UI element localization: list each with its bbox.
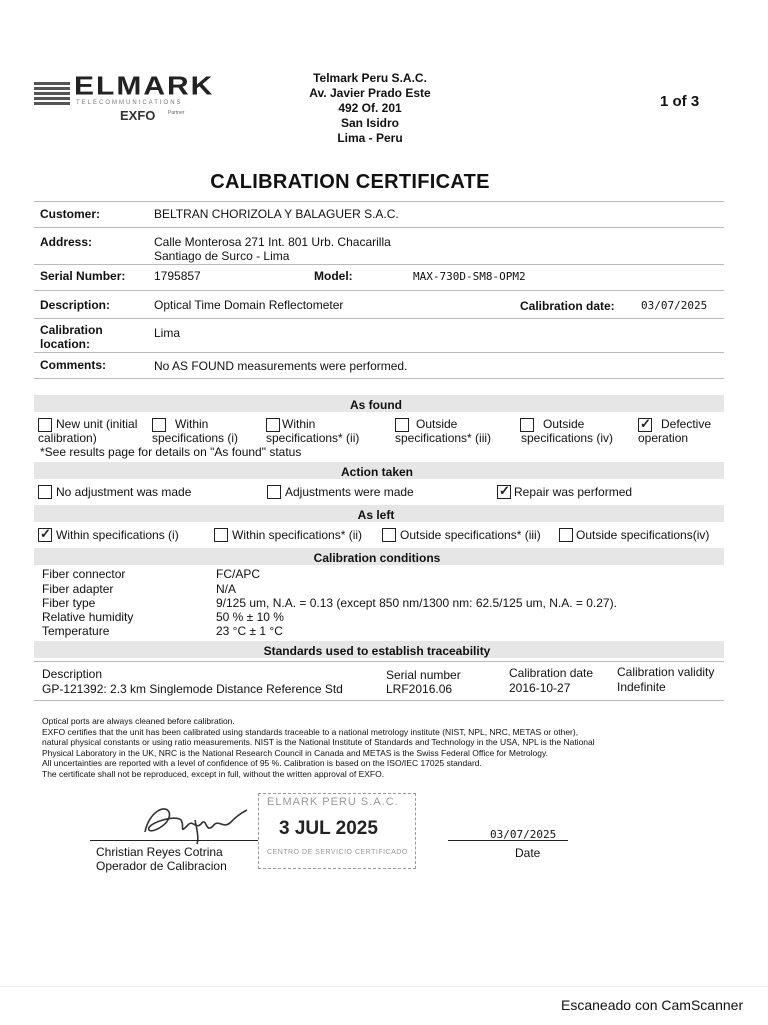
as-found-defective-label-2: operation [638, 431, 689, 445]
as-found-within-ii-label-2: specifications* (ii) [266, 431, 360, 445]
stamp-date: 3 JUL 2025 [279, 818, 378, 839]
fine-print-line: All uncertainties are reported with a level of confidence of 95 %. Calibration is based on the ISO/IEC 17025 standard. [42, 758, 482, 768]
company-line: Telmark Peru S.A.C. [313, 71, 427, 85]
as-found-new-unit-label-2: calibration) [38, 431, 97, 445]
standards-header-description: Description [42, 667, 103, 681]
condition-label: Fiber connector [42, 567, 126, 581]
as-found-within-i-checkbox[interactable] [152, 418, 166, 432]
condition-label: Temperature [42, 624, 110, 638]
logo-bars-icon [34, 82, 70, 106]
calibration-date-value: 03/07/2025 [641, 299, 708, 312]
standards-header-serial: Serial number [386, 668, 461, 682]
action-no-adjustment-checkbox[interactable] [38, 485, 52, 499]
as-found-new-unit-checkbox[interactable] [38, 418, 52, 432]
condition-label: Fiber adapter [42, 582, 114, 596]
as-found-within-i-label-1: Within [175, 417, 209, 431]
condition-value: FC/APC [216, 567, 261, 581]
customer-label: Customer: [40, 207, 101, 221]
action-repair-checkbox[interactable] [497, 485, 511, 499]
location-label: Calibration [40, 323, 103, 337]
address-label: Address: [40, 235, 93, 249]
comments-value: No AS FOUND measurements were performed. [154, 359, 408, 373]
address-line-2: Santiago de Surco - Lima [154, 249, 290, 263]
standards-header-validity: Calibration validity [617, 665, 715, 679]
logo-text: ELMARK [74, 72, 215, 101]
signatory-name: Christian Reyes Cotrina [96, 845, 223, 859]
address-line-1: Calle Monterosa 271 Int. 801 Urb. Chacarilla [154, 235, 391, 249]
action-adjustments-label: Adjustments were made [285, 485, 414, 499]
date-label: Date [515, 846, 541, 860]
logo-tagline: TELECOMMUNICATIONS [76, 100, 183, 106]
company-stamp [258, 793, 416, 869]
action-no-adjustment-label: No adjustment was made [56, 485, 192, 499]
condition-value: 9/125 um, N.A. = 0.13 (except 850 nm/1300 nm: 62.5/125 um, N.A. = 0.27). [216, 596, 617, 610]
condition-label: Relative humidity [42, 610, 134, 624]
as-left-outside-iv-checkbox[interactable] [559, 528, 573, 542]
signatory-role: Operador de Calibracion [96, 859, 227, 873]
as-left-outside-iii-label: Outside specifications* (iii) [400, 528, 541, 542]
exfo-logo: EXFO [120, 108, 156, 123]
standards-validity: Indefinite [617, 680, 666, 694]
serial-label: Serial Number: [40, 269, 126, 283]
fine-print [42, 716, 722, 779]
fine-print-line: EXFO certifies that the unit has been calibrated using standards traceable to a national metrology institute (NIST, NPL, NRC, METAS or other), [42, 726, 579, 737]
exfo-partner-note: Partner [168, 110, 185, 116]
condition-value: 50 % ± 10 % [216, 610, 284, 624]
stamp-company: ELMARK PERU S.A.C. [267, 796, 399, 808]
stamp-service: CENTRO DE SERVICIO CERTIFICADO [267, 849, 408, 856]
action-repair-label: Repair was performed [514, 485, 633, 499]
company-line: San Isidro [340, 116, 399, 130]
as-found-outside-iv-checkbox[interactable] [520, 418, 534, 432]
standards-header-cal-date: Calibration date [509, 666, 594, 680]
signature-date: 03/07/2025 [490, 828, 557, 841]
fine-print-line: Optical ports are always cleaned before calibration. [42, 716, 235, 726]
company-line: Lima - Peru [337, 131, 403, 145]
company-address [290, 71, 450, 146]
serial-value: 1795857 [154, 269, 201, 283]
standards-serial: LRF2016.06 [386, 682, 453, 696]
model-value: MAX-730D-SM8-OPM2 [413, 270, 526, 283]
as-found-outside-iii-label-1: Outside [416, 417, 458, 431]
as-left-within-i-label: Within specifications (i) [56, 528, 179, 542]
standards-description: GP-121392: 2.3 km Singlemode Distance Reference Std [42, 682, 343, 696]
fine-print-line: The certificate shall not be reproduced, except in full, without the written approval of EXFO. [42, 768, 385, 779]
conditions-title: Calibration conditions [313, 551, 441, 565]
customer-value: BELTRAN CHORIZOLA Y BALAGUER S.A.C. [154, 207, 399, 221]
comments-label: Comments: [40, 358, 107, 372]
as-found-within-ii-label-1: Within [282, 417, 316, 431]
as-found-note: *See results page for details on "As found" status [40, 445, 302, 459]
calibration-date-label: Calibration date: [520, 299, 615, 313]
as-found-title: As found [350, 398, 402, 412]
as-left-within-i-checkbox[interactable] [38, 528, 52, 542]
as-found-new-unit-label-1: New unit (initial [56, 417, 138, 431]
as-found-outside-iv-label-1: Outside [543, 417, 585, 431]
condition-label: Fiber type [42, 596, 96, 610]
description-value: Optical Time Domain Reflectometer [154, 298, 344, 312]
location-value: Lima [154, 326, 181, 340]
as-left-title: As left [357, 508, 395, 522]
action-taken-title: Action taken [340, 465, 413, 479]
signatory [96, 845, 227, 873]
condition-value: N/A [216, 582, 237, 596]
as-found-within-ii-checkbox[interactable] [266, 418, 280, 432]
as-found-defective-label-1: Defective [661, 417, 712, 431]
condition-value: 23 °C ± 1 °C [216, 624, 283, 638]
as-left-outside-iv-label: Outside specifications(iv) [576, 528, 710, 542]
as-left-within-ii-checkbox[interactable] [214, 528, 228, 542]
standards-title: Standards used to establish traceability [263, 644, 491, 658]
company-line: 492 Of. 201 [338, 101, 402, 115]
elmark-logo [34, 74, 234, 124]
as-left-within-ii-label: Within specifications* (ii) [232, 528, 363, 542]
as-found-outside-iii-checkbox[interactable] [395, 418, 409, 432]
model-label: Model: [314, 269, 353, 283]
as-found-defective-checkbox[interactable] [638, 418, 652, 432]
as-found-outside-iii-label-2: specifications* (iii) [395, 431, 492, 445]
location-label-2: location: [40, 337, 90, 351]
description-label: Description: [40, 298, 111, 312]
company-line: Av. Javier Prado Este [309, 86, 431, 100]
as-found-within-i-label-2: specifications (i) [152, 431, 239, 445]
action-adjustments-checkbox[interactable] [267, 485, 281, 499]
fine-print-line: Physical Laboratory in the UK, NRC is the National Research Council in Canada and METAS is the Swiss Federal Office for Metrology. [42, 747, 548, 758]
fine-print-line: natural physical constants or using ratio measurements. NIST is the National Institute of Standards and Technology in the USA, NPL is the National [42, 737, 595, 747]
certificate-title: CALIBRATION CERTIFICATE [210, 171, 490, 193]
standards-cal-date: 2016-10-27 [509, 681, 571, 695]
as-left-outside-iii-checkbox[interactable] [382, 528, 396, 542]
scanner-watermark: Escaneado con CamScanner [561, 997, 744, 1013]
as-found-outside-iv-label-2: specifications (iv) [521, 431, 614, 445]
page-number: 1 of 3 [660, 93, 700, 110]
